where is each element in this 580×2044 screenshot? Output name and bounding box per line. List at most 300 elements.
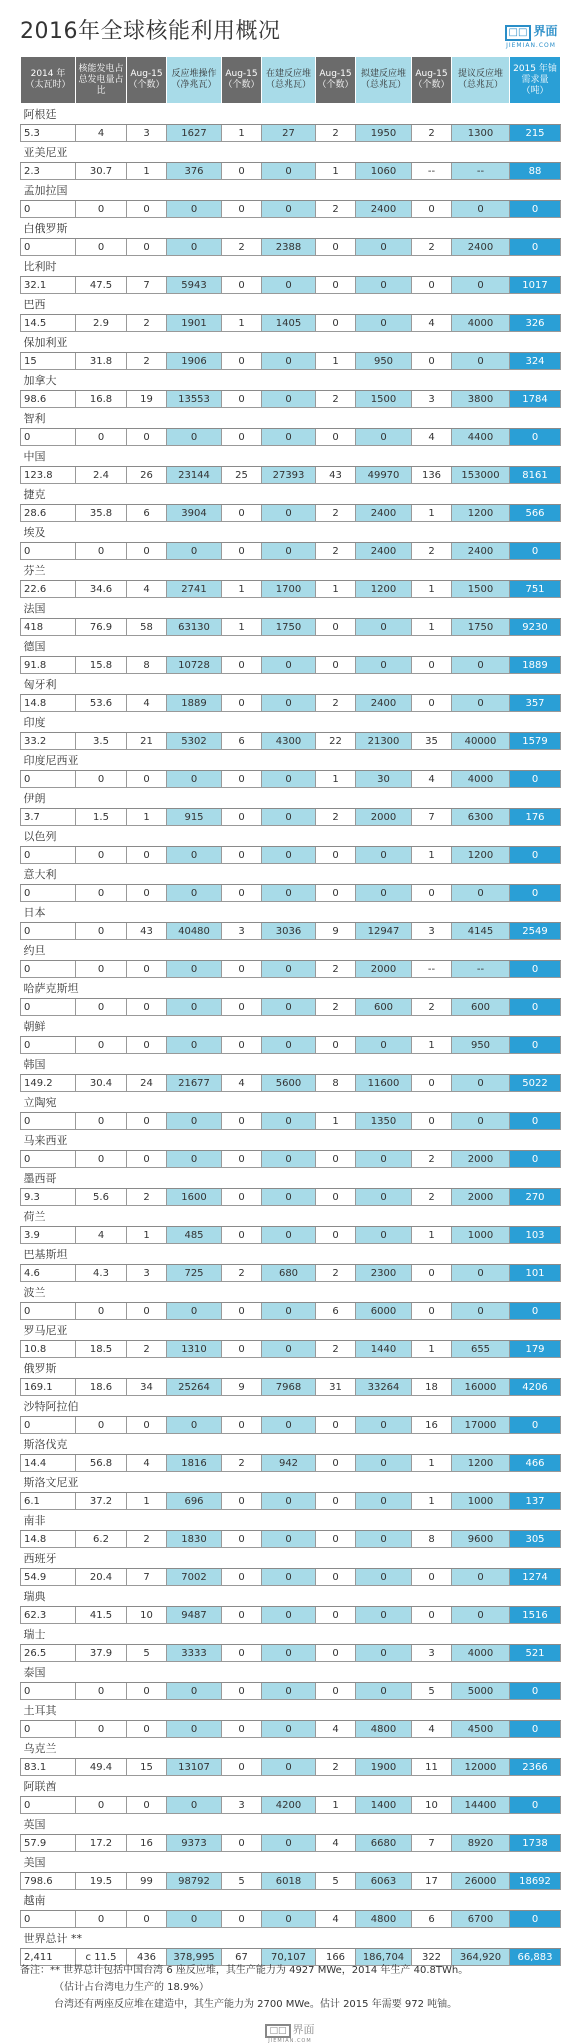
page-title: 2016年全球核能利用概况 (20, 19, 281, 44)
table-cell: 2000 (356, 961, 412, 978)
table-cell: 0 (412, 1075, 452, 1092)
table-cell: 364,920 (452, 1949, 510, 1966)
table-cell: 2.9 (76, 315, 127, 332)
table-cell: 32.1 (21, 277, 76, 294)
country-name: 巴西 (21, 294, 561, 315)
table-cell: 33264 (356, 1379, 412, 1396)
table-cell: 2 (412, 1151, 452, 1168)
table-cell: 1 (412, 1493, 452, 1510)
table-cell: 0 (510, 201, 561, 218)
country-name: 斯洛伐克 (21, 1434, 561, 1455)
table-cell: 7 (127, 1569, 167, 1586)
table-cell: 0 (127, 239, 167, 256)
table-row (21, 543, 561, 560)
table-cell: 0 (510, 1037, 561, 1054)
table-cell: 0 (167, 1303, 222, 1320)
table-cell: 21677 (167, 1075, 222, 1092)
table-cell: 5600 (262, 1075, 316, 1092)
table-cell: 0 (316, 1455, 356, 1472)
col-header-share: 核能发电占总发电量占比 (76, 57, 127, 104)
country-row (21, 1548, 561, 1569)
table-cell: 7002 (167, 1569, 222, 1586)
table-cell: 3.5 (76, 733, 127, 750)
col-header-construction-count: Aug-15（个数） (222, 57, 262, 104)
table-cell: 0 (316, 657, 356, 674)
table-cell: 153000 (452, 467, 510, 484)
table-cell: 26 (127, 467, 167, 484)
table-cell: 88 (510, 163, 561, 180)
footer-logo-box-icon: □□ (265, 2024, 290, 2038)
table-cell: 2 (316, 505, 356, 522)
table-cell: 1889 (167, 695, 222, 712)
country-row (21, 1662, 561, 1683)
table-cell: 0 (167, 847, 222, 864)
table-cell: 16 (412, 1417, 452, 1434)
country-name: 法国 (21, 598, 561, 619)
country-name: 瑞士 (21, 1624, 561, 1645)
table-row (21, 1037, 561, 1054)
table-cell: 0 (262, 1151, 316, 1168)
table-cell: 91.8 (21, 657, 76, 674)
country-row (21, 1700, 561, 1721)
table-cell: 103 (510, 1227, 561, 1244)
table-cell: 1516 (510, 1607, 561, 1624)
table-cell: 0 (222, 1835, 262, 1852)
table-cell: 0 (452, 1303, 510, 1320)
table-cell: 0 (222, 1721, 262, 1738)
country-name: 以色列 (21, 826, 561, 847)
table-cell: 1200 (452, 847, 510, 864)
table-cell: 1310 (167, 1341, 222, 1358)
table-cell: 485 (167, 1227, 222, 1244)
table-row (21, 771, 561, 788)
country-row (21, 940, 561, 961)
table-cell: 23144 (167, 467, 222, 484)
table-cell: 0 (316, 1493, 356, 1510)
table-cell: 6018 (262, 1873, 316, 1890)
table-cell: 9 (316, 923, 356, 940)
table-cell: 98792 (167, 1873, 222, 1890)
table-cell: 2366 (510, 1759, 561, 1776)
table-cell: 0 (21, 1417, 76, 1434)
table-cell: 14.8 (21, 695, 76, 712)
table-row (21, 999, 561, 1016)
table-cell: 35.8 (76, 505, 127, 522)
table-cell: 0 (127, 1113, 167, 1130)
header (0, 0, 580, 52)
country-name: 南非 (21, 1510, 561, 1531)
table-cell: 1 (412, 505, 452, 522)
table-cell: 98.6 (21, 391, 76, 408)
table-cell: 0 (316, 1151, 356, 1168)
table-cell: 4 (316, 1835, 356, 1852)
table-cell: -- (412, 163, 452, 180)
table-cell: 41.5 (76, 1607, 127, 1624)
country-name: 英国 (21, 1814, 561, 1835)
table-row (21, 923, 561, 940)
table-cell: 18692 (510, 1873, 561, 1890)
table-cell: 0 (222, 1417, 262, 1434)
country-row (21, 1320, 561, 1341)
table-row (21, 1607, 561, 1624)
table-cell: 0 (21, 1303, 76, 1320)
country-row (21, 1434, 561, 1455)
table-cell: 0 (222, 1151, 262, 1168)
table-cell: 1950 (356, 125, 412, 142)
table-cell: 0 (262, 771, 316, 788)
table-cell: 0 (316, 1189, 356, 1206)
table-cell: 1400 (356, 1797, 412, 1814)
table-row (21, 353, 561, 370)
table-cell: 136 (412, 467, 452, 484)
table-cell: 1000 (452, 1227, 510, 1244)
table-cell: 0 (452, 201, 510, 218)
table-cell: 9373 (167, 1835, 222, 1852)
table-cell: 0 (510, 771, 561, 788)
table-cell: 4 (316, 1911, 356, 1928)
table-cell: 12947 (356, 923, 412, 940)
table-cell: 10 (127, 1607, 167, 1624)
table-cell: 2.4 (76, 467, 127, 484)
table-cell: 0 (222, 1189, 262, 1206)
country-row (21, 408, 561, 429)
table-cell: 26.5 (21, 1645, 76, 1662)
table-cell: 1 (412, 1227, 452, 1244)
table-row (21, 1227, 561, 1244)
table-cell: 0 (356, 847, 412, 864)
table-cell: 0 (316, 1607, 356, 1624)
table-cell: 0 (222, 201, 262, 218)
note-line-3: 台湾还有两座反应堆在建造中，其生产能力为 2700 MWe。估计 2015 年需要 972 吨铀。 (54, 1999, 458, 2010)
table-cell: 2400 (452, 543, 510, 560)
table-cell: 9.3 (21, 1189, 76, 1206)
country-name: 芬兰 (21, 560, 561, 581)
table-cell: 0 (222, 277, 262, 294)
country-name: 日本 (21, 902, 561, 923)
country-name: 巴基斯坦 (21, 1244, 561, 1265)
country-row (21, 142, 561, 163)
table-cell: 6 (412, 1911, 452, 1928)
country-row (21, 1396, 561, 1417)
table-cell: 1 (222, 125, 262, 142)
table-cell: 5 (412, 1683, 452, 1700)
table-cell: 0 (167, 1683, 222, 1700)
table-cell: 0 (262, 885, 316, 902)
table-cell: 0 (222, 543, 262, 560)
table-cell: 0 (222, 1341, 262, 1358)
table-cell: 34 (127, 1379, 167, 1396)
country-row (21, 1776, 561, 1797)
table-cell: 6.1 (21, 1493, 76, 1510)
table-cell: 0 (412, 657, 452, 674)
nuclear-table (20, 56, 561, 1966)
table-cell: 0 (412, 1265, 452, 1282)
table-cell: 4 (412, 315, 452, 332)
table-cell: 25 (222, 467, 262, 484)
table-cell: 169.1 (21, 1379, 76, 1396)
table-cell: 1 (127, 1227, 167, 1244)
table-cell: 1 (316, 353, 356, 370)
table-cell: 0 (356, 429, 412, 446)
table-cell: 0 (76, 1797, 127, 1814)
table-cell: 0 (316, 1227, 356, 1244)
table-cell: 0 (510, 543, 561, 560)
table-cell: 0 (316, 1037, 356, 1054)
table-cell: 5 (222, 1873, 262, 1890)
table-cell: 0 (412, 201, 452, 218)
country-name: 阿联酋 (21, 1776, 561, 1797)
table-cell: 17000 (452, 1417, 510, 1434)
table-cell: 6 (222, 733, 262, 750)
table-cell: 40000 (452, 733, 510, 750)
table-row (21, 695, 561, 712)
table-cell: 4000 (452, 1645, 510, 1662)
country-name: 意大利 (21, 864, 561, 885)
table-cell: 466 (510, 1455, 561, 1472)
table-cell: 0 (222, 999, 262, 1016)
table-cell: 63130 (167, 619, 222, 636)
table-cell: 4000 (452, 315, 510, 332)
table-cell: 2388 (262, 239, 316, 256)
table-cell: 4800 (356, 1721, 412, 1738)
table-cell: 418 (21, 619, 76, 636)
table-cell: 1 (412, 847, 452, 864)
table-cell: 0 (127, 1797, 167, 1814)
table-cell: 0 (262, 1303, 316, 1320)
table-cell: 0 (262, 1341, 316, 1358)
table-cell: 0 (76, 847, 127, 864)
table-cell: 0 (127, 1911, 167, 1928)
table-cell: 0 (262, 1911, 316, 1928)
table-cell: 0 (76, 1113, 127, 1130)
country-name: 俄罗斯 (21, 1358, 561, 1379)
table-cell: 0 (76, 1911, 127, 1928)
table-cell: 0 (316, 847, 356, 864)
table-cell: 521 (510, 1645, 561, 1662)
table-cell: 0 (452, 1265, 510, 1282)
country-row (21, 1472, 561, 1493)
table-cell: 1 (127, 809, 167, 826)
country-name: 立陶宛 (21, 1092, 561, 1113)
table-cell: 11600 (356, 1075, 412, 1092)
table-cell: 2 (412, 543, 452, 560)
table-cell: 0 (127, 429, 167, 446)
table-cell: 5000 (452, 1683, 510, 1700)
table-cell: 566 (510, 505, 561, 522)
logo-box-icon: □□ (505, 25, 532, 41)
table-cell: 0 (412, 1569, 452, 1586)
country-row (21, 712, 561, 733)
table-cell: 14400 (452, 1797, 510, 1814)
table-cell: 1 (412, 1037, 452, 1054)
country-name: 亚美尼亚 (21, 142, 561, 163)
table-cell: 1440 (356, 1341, 412, 1358)
country-name: 哈萨克斯坦 (21, 978, 561, 999)
table-cell: 357 (510, 695, 561, 712)
table-cell: 3036 (262, 923, 316, 940)
table-cell: 2 (127, 1531, 167, 1548)
table-cell: 0 (167, 1797, 222, 1814)
table-cell: 376 (167, 163, 222, 180)
table-cell: 2000 (356, 809, 412, 826)
table-cell: 43 (127, 923, 167, 940)
note-line-2: （估计占台湾电力生产的 18.9%） (54, 1982, 209, 1993)
table-cell: 1816 (167, 1455, 222, 1472)
table-cell: 8920 (452, 1835, 510, 1852)
table-cell: 1500 (356, 391, 412, 408)
table-cell: 0 (127, 1303, 167, 1320)
table-cell: 1.5 (76, 809, 127, 826)
table-cell: 16 (127, 1835, 167, 1852)
table-cell: 57.9 (21, 1835, 76, 1852)
country-row (21, 1624, 561, 1645)
table-cell: 215 (510, 125, 561, 142)
table-cell: 1 (412, 1455, 452, 1472)
country-row (21, 484, 561, 505)
table-cell: 2 (412, 1189, 452, 1206)
table-cell: 14.5 (21, 315, 76, 332)
table-cell: 0 (316, 277, 356, 294)
table-cell: 25264 (167, 1379, 222, 1396)
col-header-operating-count: Aug-15（个数） (127, 57, 167, 104)
table-cell: 0 (356, 1227, 412, 1244)
table-cell: 8 (316, 1075, 356, 1092)
table-cell: -- (412, 961, 452, 978)
table-cell: 0 (127, 961, 167, 978)
table-cell: 3 (222, 1797, 262, 1814)
table-cell: 62.3 (21, 1607, 76, 1624)
country-name: 墨西哥 (21, 1168, 561, 1189)
table-cell: 4 (412, 771, 452, 788)
country-row (21, 332, 561, 353)
table-cell: 2 (222, 1455, 262, 1472)
table-cell: 0 (222, 1607, 262, 1624)
table-cell: 24 (127, 1075, 167, 1092)
table-cell: 101 (510, 1265, 561, 1282)
table-row (21, 961, 561, 978)
table-cell: 0 (21, 1113, 76, 1130)
table-cell: 0 (76, 239, 127, 256)
table-cell: 3 (412, 1645, 452, 1662)
country-name: 伊朗 (21, 788, 561, 809)
table-cell: 1700 (262, 581, 316, 598)
table-row (21, 1417, 561, 1434)
table-cell: 0 (21, 1151, 76, 1168)
table-cell: 14.8 (21, 1531, 76, 1548)
table-cell: 0 (262, 695, 316, 712)
table-cell: 2 (316, 543, 356, 560)
table-cell: 0 (262, 809, 316, 826)
table-cell: 0 (222, 353, 262, 370)
country-row (21, 902, 561, 923)
table-cell: 66,883 (510, 1949, 561, 1966)
table-cell: 2 (412, 125, 452, 142)
table-cell: 21300 (356, 733, 412, 750)
country-row (21, 1358, 561, 1379)
table-cell: 0 (76, 543, 127, 560)
table-cell: 0 (21, 1683, 76, 1700)
note-line-1: 备注：** 世界总计包括中国台湾 6 座反应堆，其生产能力为 4927 MWe，2014 年生产 40.8TWh。 (20, 1965, 469, 1976)
table-cell: 696 (167, 1493, 222, 1510)
table-cell: 49.4 (76, 1759, 127, 1776)
table-cell: 2,411 (21, 1949, 76, 1966)
table-cell: 0 (316, 1531, 356, 1548)
table-cell: 6.2 (76, 1531, 127, 1548)
table-cell: 5 (127, 1645, 167, 1662)
table-cell: 0 (412, 1303, 452, 1320)
table-cell: 4 (222, 1075, 262, 1092)
table-cell: 2 (316, 695, 356, 712)
table-cell: 186,704 (356, 1949, 412, 1966)
table-cell: 2 (316, 809, 356, 826)
table-cell: 5943 (167, 277, 222, 294)
table-row (21, 619, 561, 636)
table-cell: 0 (452, 657, 510, 674)
table-cell: 2400 (356, 201, 412, 218)
table-cell: 27393 (262, 467, 316, 484)
table-cell: 0 (510, 239, 561, 256)
col-header-uranium: 2015 年铀需求量（吨） (510, 57, 561, 104)
table-cell: 4 (412, 1721, 452, 1738)
table-cell: 1784 (510, 391, 561, 408)
table-cell: 0 (356, 657, 412, 674)
table-cell: 0 (21, 201, 76, 218)
table-row (21, 1569, 561, 1586)
table-cell: 18 (412, 1379, 452, 1396)
logo-mark (505, 22, 558, 41)
country-name: 捷克 (21, 484, 561, 505)
table-cell: 0 (356, 1151, 412, 1168)
table-row (21, 1455, 561, 1472)
table-cell: 324 (510, 353, 561, 370)
table-cell: 0 (167, 1911, 222, 1928)
table-cell: 0 (356, 619, 412, 636)
table-cell: 5.6 (76, 1189, 127, 1206)
table-cell: 0 (167, 771, 222, 788)
table-cell: 378,995 (167, 1949, 222, 1966)
table-cell: 0 (127, 201, 167, 218)
table-cell: 6 (316, 1303, 356, 1320)
table-cell: 0 (167, 1151, 222, 1168)
table-cell: 0 (222, 1303, 262, 1320)
table-cell: 4145 (452, 923, 510, 940)
table-row (21, 315, 561, 332)
table-cell: 31 (316, 1379, 356, 1396)
table-cell: 7 (127, 277, 167, 294)
table-cell: 3 (127, 1265, 167, 1282)
table-cell: 1017 (510, 277, 561, 294)
table-cell: 0 (76, 1417, 127, 1434)
table-cell: 0 (76, 771, 127, 788)
table-cell: 0 (262, 543, 316, 560)
table-cell: 0 (222, 1911, 262, 1928)
table-cell: 2000 (452, 1189, 510, 1206)
table-cell: 2400 (356, 695, 412, 712)
table-cell: 0 (262, 391, 316, 408)
table-cell: 2400 (356, 543, 412, 560)
table-cell: 19 (127, 391, 167, 408)
country-name: 乌克兰 (21, 1738, 561, 1759)
table-cell: 20.4 (76, 1569, 127, 1586)
table-cell: 49970 (356, 467, 412, 484)
country-row (21, 560, 561, 581)
table-cell: 8 (127, 657, 167, 674)
table-cell: 0 (222, 885, 262, 902)
country-row (21, 826, 561, 847)
country-name: 比利时 (21, 256, 561, 277)
table-cell: 0 (76, 201, 127, 218)
table-cell: 40480 (167, 923, 222, 940)
